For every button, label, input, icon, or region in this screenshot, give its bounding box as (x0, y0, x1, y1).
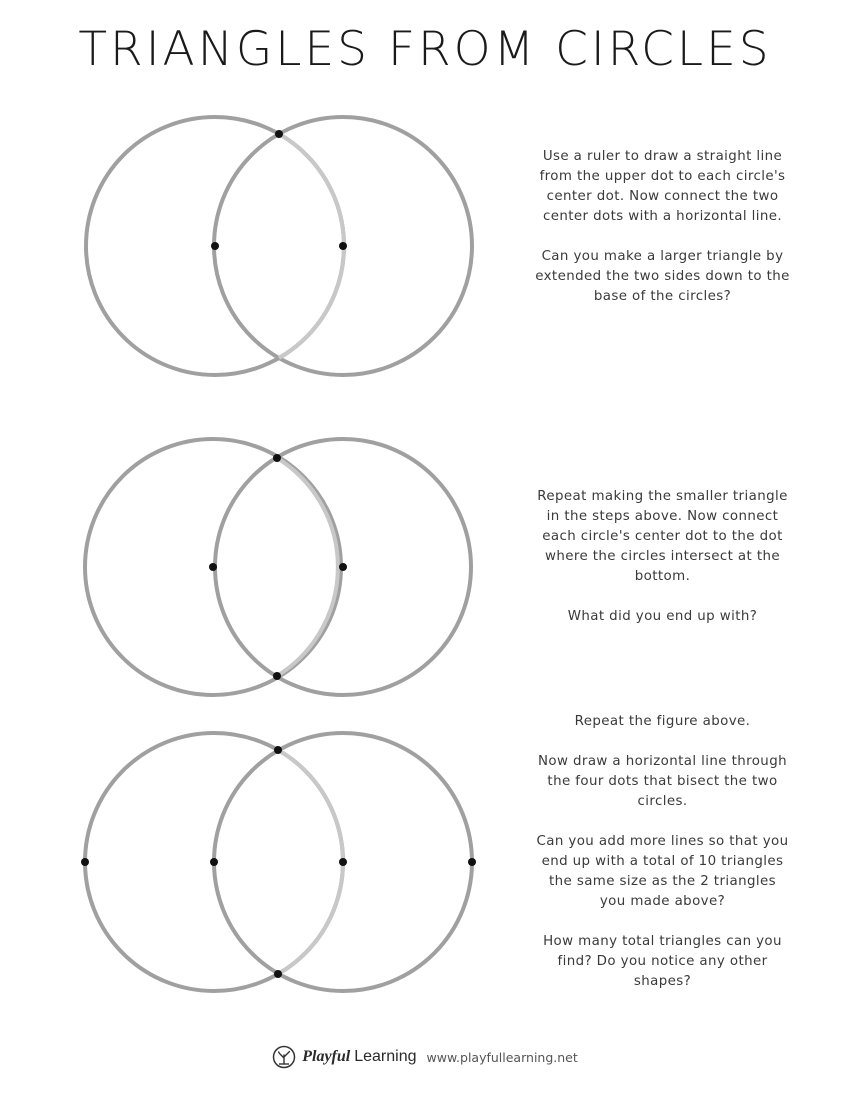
brand-first: Playful (302, 1048, 351, 1065)
page-title: TRIANGLES FROM CIRCLES (78, 22, 772, 77)
dot-left-center (211, 242, 219, 250)
footer (0, 1045, 850, 1069)
overlap-arc (279, 134, 344, 358)
instruction-text: Now draw a horizontal line through the four dots that bisect the two circles. (538, 754, 787, 809)
instructions-3 (535, 712, 790, 992)
dot-top (273, 454, 281, 462)
dot-right-center (339, 858, 347, 866)
dot-right-center (339, 563, 347, 571)
dot-left-center (210, 858, 218, 866)
dot-bottom (274, 970, 282, 978)
instruction-text: Repeat making the smaller triangle in the steps above. Now connect each circle's center dot to the dot where the circles intersect at the bottom. (537, 489, 788, 584)
dot-bottom (273, 672, 281, 680)
dot-top (274, 746, 282, 754)
instruction-text: Use a ruler to draw a straight line from the upper dot to each circle's center dot. Now connect the two center dots with a horizontal line. (539, 149, 786, 224)
circles-diagram-1 (0, 110, 560, 430)
overlap-arc (278, 750, 343, 974)
dot-far-right (468, 858, 476, 866)
overlap-arc (277, 458, 338, 676)
dot-left-center (209, 563, 217, 571)
figure-1 (0, 110, 560, 430)
circles-diagram-2 (0, 430, 560, 750)
instructions-2 (535, 487, 790, 627)
instruction-text: Can you make a larger triangle by extended the two sides down to the base of the circles? (535, 249, 790, 304)
instruction-text: Can you add more lines so that you end up with a total of 10 triangles the same size as the 2 triangles you made above? (536, 834, 789, 909)
circles-diagram-3 (0, 725, 560, 1045)
instruction-text: How many total triangles can you find? Do you notice any other shapes? (543, 934, 782, 989)
tree-icon (272, 1045, 296, 1069)
instruction-text: What did you end up with? (567, 609, 758, 624)
brand-name (302, 1048, 416, 1066)
dot-right-center (339, 242, 347, 250)
dot-top (275, 130, 283, 138)
brand-second: Learning (354, 1048, 417, 1065)
figure-3 (0, 725, 560, 1045)
website-link[interactable]: www.playfullearning.net (426, 1049, 578, 1065)
figure-2 (0, 430, 560, 750)
dot-far-left (81, 858, 89, 866)
instruction-text: Repeat the figure above. (574, 714, 751, 729)
instructions-1 (535, 147, 790, 307)
